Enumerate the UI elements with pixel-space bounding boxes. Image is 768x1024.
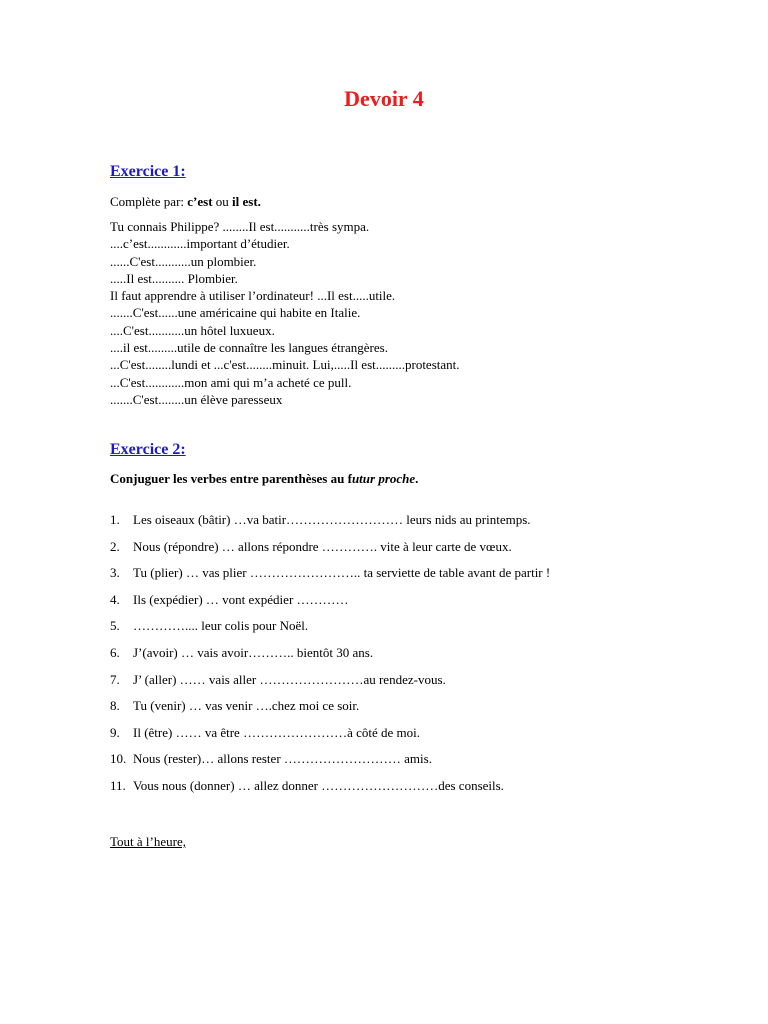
item-number: 7. bbox=[110, 671, 120, 687]
item-number: 2. bbox=[110, 538, 120, 554]
item-text: J’(avoir) … vais avoir……….. bientôt 30 ans. bbox=[133, 644, 374, 660]
closing-text: Tout à l’heure, bbox=[110, 834, 186, 849]
exercise-2-item bbox=[110, 591, 550, 618]
page-title: Devoir 4 bbox=[344, 86, 424, 111]
exercise-2-item bbox=[110, 724, 550, 751]
exercise-2-item bbox=[110, 617, 550, 644]
item-number: 8. bbox=[110, 698, 120, 714]
exercise-2-instruction bbox=[110, 471, 418, 487]
item-number: 1. bbox=[110, 512, 120, 527]
exercise-2-item bbox=[110, 538, 550, 565]
exercise-1-heading: Exercice 1: bbox=[110, 163, 186, 180]
item-text: Vous nous (donner) … allez donner ………………………des conseils. bbox=[133, 777, 504, 793]
item-text: Ils (expédier) … vont expédier ………… bbox=[133, 591, 349, 607]
item-number: 6. bbox=[110, 644, 120, 660]
exercise-1-line: ...C'est........lundi et ...c'est........minuit. Lui,.....Il est.........protestant. bbox=[110, 357, 460, 373]
exercise-1-line: ......C'est...........un plombier. bbox=[110, 253, 257, 269]
exercise-2-item bbox=[110, 564, 550, 591]
instruction-prefix: Conjuguer les verbes entre parenthèses au f bbox=[110, 471, 352, 486]
exercise-1-line: .......C'est........un élève paresseux bbox=[110, 391, 283, 407]
item-text: Tu (plier) … vas plier …………………….. ta serviette de table avant de partir ! bbox=[133, 565, 551, 581]
exercise-1-line: ...C'est............mon ami qui m’a acheté ce pull. bbox=[110, 374, 352, 390]
exercise-2-item bbox=[110, 511, 550, 538]
instruction-option-1: c’est bbox=[187, 194, 213, 209]
exercise-2-item bbox=[110, 777, 550, 804]
instruction-emphasis: utur proche bbox=[351, 471, 416, 486]
exercise-1-line: ....il est.........utile de connaître les langues étrangères. bbox=[110, 340, 388, 356]
exercise-1-lines bbox=[110, 218, 460, 408]
instruction-suffix: . bbox=[415, 471, 419, 486]
instruction-middle: ou bbox=[212, 194, 233, 209]
instruction-prefix: Complète par: bbox=[110, 194, 188, 209]
item-text: Tu (venir) … vas venir ….chez moi ce soir. bbox=[133, 698, 360, 714]
item-text: Les oiseaux (bâtir) …va batir……………………… leurs nids au printemps. bbox=[133, 512, 531, 527]
item-text: Nous (rester)… allons rester ……………………… amis. bbox=[133, 751, 432, 767]
exercise-2-item bbox=[110, 750, 550, 777]
item-text: J’ (aller) …… vais aller ……………………au rendez-vous. bbox=[133, 671, 446, 687]
item-number: 3. bbox=[110, 565, 120, 581]
exercise-1-line: Tu connais Philippe? ........Il est...........très sympa. bbox=[110, 219, 370, 234]
exercise-1-line: Il faut apprendre à utiliser l’ordinateur! ...Il est.....utile. bbox=[110, 288, 396, 304]
instruction-option-2: il est. bbox=[232, 194, 261, 209]
item-text: ………….... leur colis pour Noël. bbox=[133, 618, 309, 634]
item-text: Il (être) …… va être ……………………à côté de moi. bbox=[133, 724, 420, 740]
exercise-1-line: .......C'est......une américaine qui habite en Italie. bbox=[110, 305, 361, 321]
exercise-1-line: ....C'est...........un hôtel luxueux. bbox=[110, 322, 275, 338]
item-number: 9. bbox=[110, 724, 120, 740]
item-text: Nous (répondre) … allons répondre …………. vite à leur carte de vœux. bbox=[133, 538, 512, 554]
exercise-2-heading: Exercice 2: bbox=[110, 441, 186, 458]
item-number: 10. bbox=[110, 751, 127, 767]
exercise-2-item bbox=[110, 697, 550, 724]
item-number: 4. bbox=[110, 591, 120, 607]
item-number: 5. bbox=[110, 618, 120, 634]
exercise-2-list bbox=[110, 511, 550, 804]
exercise-2-item bbox=[110, 644, 550, 671]
exercise-1-line: ....c’est............important d’étudier. bbox=[110, 236, 290, 252]
item-number: 11. bbox=[110, 777, 126, 793]
exercise-1-line: .....Il est.......... Plombier. bbox=[110, 270, 238, 286]
exercise-2-item bbox=[110, 671, 550, 698]
exercise-1-instruction bbox=[110, 193, 261, 210]
